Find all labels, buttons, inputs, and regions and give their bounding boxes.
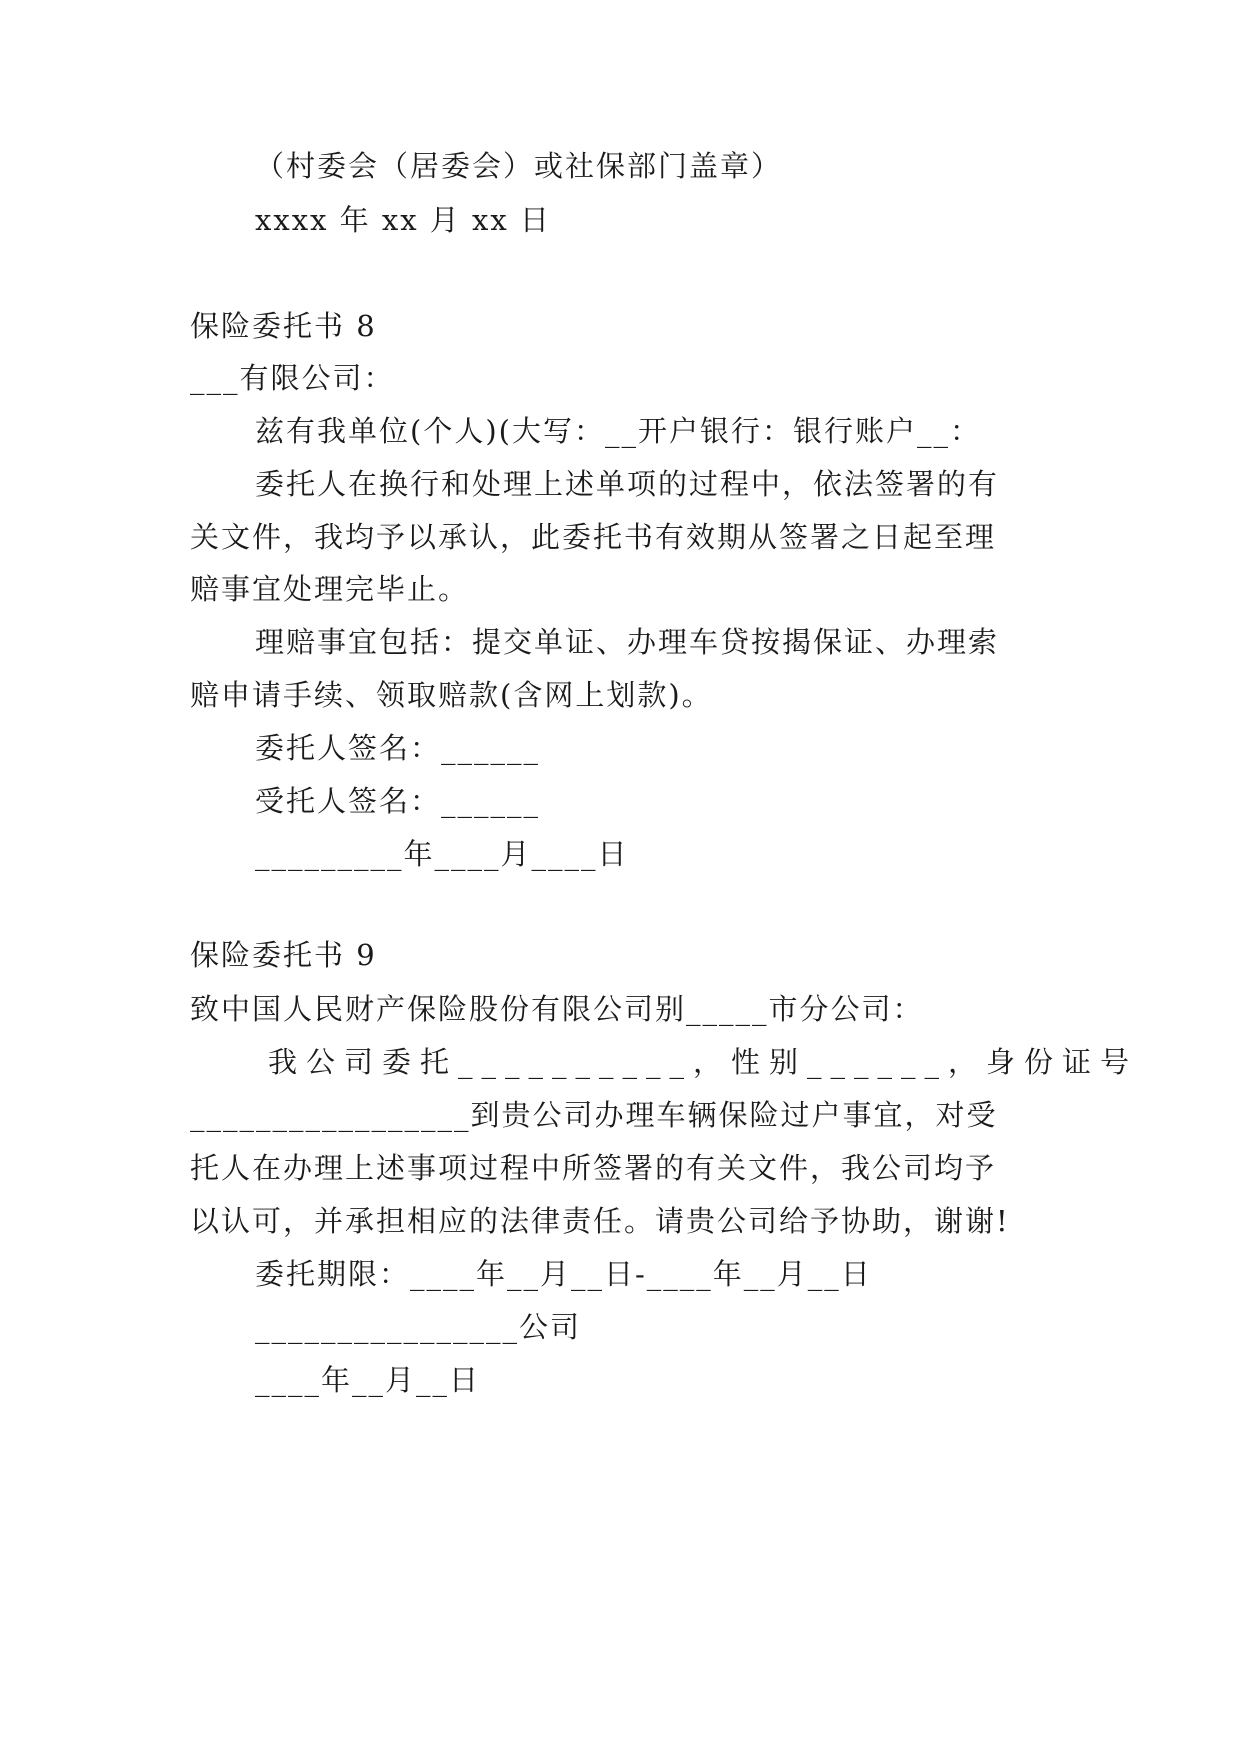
section-9-company: ________________公司: [255, 1310, 582, 1344]
section-8-paragraph-2-line-2: 关文件，我均予以承认，此委托书有效期从签署之日起至理: [190, 520, 997, 554]
section-8-paragraph-3-line-2: 赔申请手续、领取赔款(含网上划款)。: [190, 678, 713, 712]
section-8-agent-signature: 受托人签名：______: [255, 784, 541, 818]
section-9-addressee: 致中国人民财产保险股份有限公司别_____市分公司：: [190, 992, 924, 1026]
section-8-date: _________年____月____日: [255, 837, 629, 871]
section-9-title: 保险委托书 9: [190, 938, 377, 972]
section-9-paragraph-1-line-1: 我公司委托__________，性别______，身份证号: [268, 1045, 1139, 1079]
section-9-date: ____年__月__日: [255, 1363, 481, 1397]
stamp-note: （村委会（居委会）或社保部门盖章）: [255, 149, 783, 183]
section-8-paragraph-2-line-3: 赔事宜处理完毕止。: [190, 572, 470, 606]
section-8-client-signature: 委托人签名：______: [255, 731, 541, 765]
section-9-paragraph-1-line-4: 以认可，并承担相应的法律责任。请贵公司给予协助，谢谢!: [190, 1204, 1010, 1238]
section-9-period: 委托期限：____年__月__日-____年__月__日: [255, 1257, 872, 1291]
stamp-date: xxxx 年 xx 月 xx 日: [255, 203, 551, 237]
section-8-paragraph-1: 兹有我单位(个人)(大写：__开户银行：银行账户__：: [255, 414, 981, 448]
section-9-paragraph-1-line-3: 托人在办理上述事项过程中所签署的有关文件，我公司均予: [190, 1151, 997, 1185]
section-8-paragraph-3-line-1: 理赔事宜包括：提交单证、办理车贷按揭保证、办理索: [255, 625, 1000, 659]
section-9-paragraph-1-line-2: _________________到贵公司办理车辆保险过户事宜，对受: [190, 1098, 998, 1132]
section-8-title: 保险委托书 8: [190, 309, 377, 343]
section-8-addressee: ___有限公司：: [190, 361, 395, 395]
section-8-paragraph-2-line-1: 委托人在换行和处理上述单项的过程中，依法签署的有: [255, 467, 1000, 501]
